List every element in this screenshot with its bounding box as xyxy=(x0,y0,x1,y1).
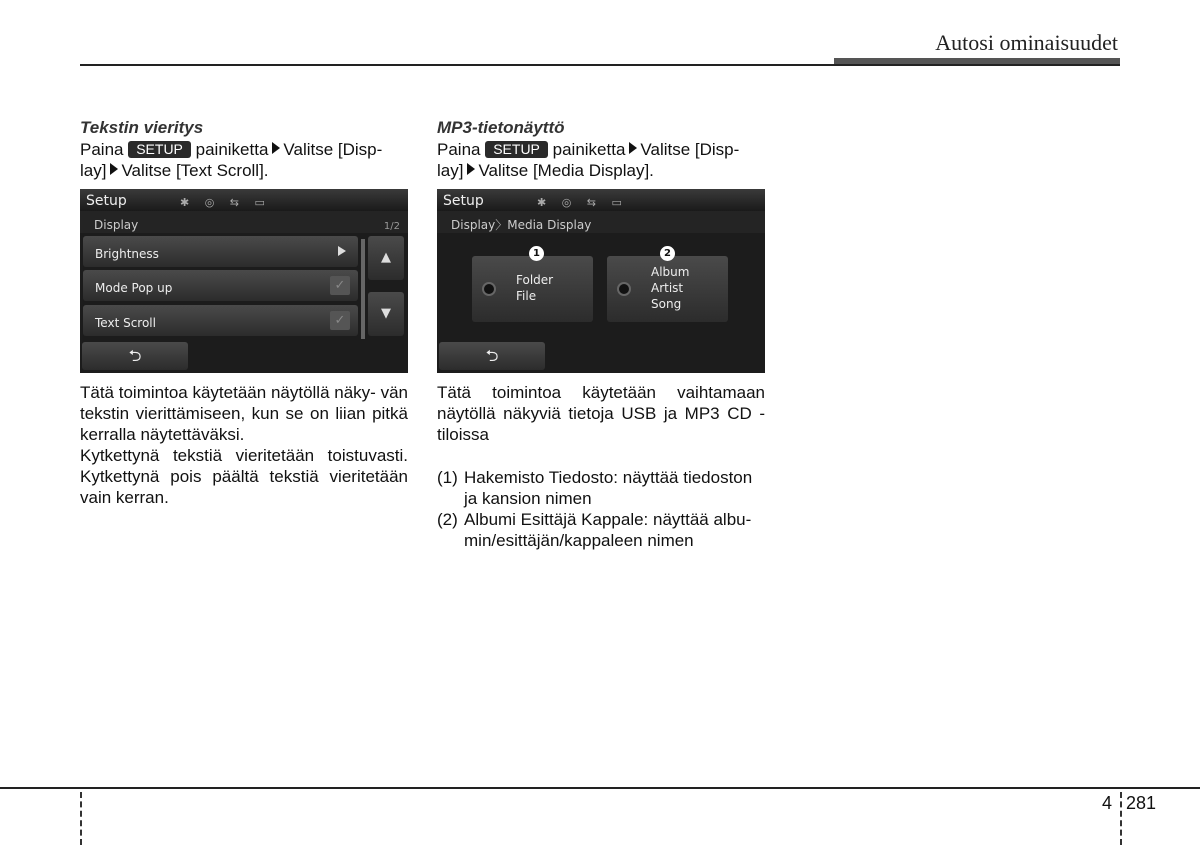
scrollbar[interactable] xyxy=(361,239,365,339)
header-rule xyxy=(80,64,1120,66)
setup-screen-media-display xyxy=(437,189,765,373)
option-label xyxy=(651,264,689,312)
option-line: File xyxy=(516,289,537,303)
option-album-artist-song[interactable] xyxy=(607,256,728,322)
setup-button: SETUP xyxy=(128,141,191,158)
instr-text: Valitse [Disp- xyxy=(640,140,740,159)
instr-text: lay] xyxy=(80,161,107,180)
row-label: Mode Pop up xyxy=(95,281,173,295)
radio-icon[interactable] xyxy=(482,282,496,296)
option-line: Artist xyxy=(651,281,684,295)
menu-row-text-scroll[interactable] xyxy=(83,305,358,336)
menu-row-brightness[interactable] xyxy=(83,236,358,267)
option-line: Folder xyxy=(516,273,554,287)
callout-badge-1: 1 xyxy=(529,246,544,261)
section-title: Tekstin vieritys xyxy=(80,118,204,137)
option-line: Song xyxy=(651,297,682,311)
section-mp3-display xyxy=(437,117,765,551)
instr-text: painiketta xyxy=(195,140,269,159)
menu-row-mode-popup[interactable] xyxy=(83,270,358,301)
option-list xyxy=(437,467,765,551)
row-label: Text Scroll xyxy=(95,316,156,330)
paragraph: Tätä toimintoa käytetään vaihtamaan näytöllä näkyviä tietoja USB ja MP3 CD - tiloissa xyxy=(437,383,765,444)
list-item xyxy=(437,467,765,509)
page-number: 281 xyxy=(1126,793,1157,813)
instr-text: Paina xyxy=(80,140,124,159)
back-button[interactable]: ⮌ xyxy=(82,342,188,370)
back-button[interactable]: ⮌ xyxy=(439,342,545,370)
screen-subtitle-bar xyxy=(437,211,765,233)
list-number: (1) xyxy=(437,468,458,487)
list-item xyxy=(437,509,765,551)
status-icons: ✱ ◎ ⇆ ▭ xyxy=(537,196,628,209)
arrow-right-icon xyxy=(272,142,280,154)
chapter-number: 4 xyxy=(1102,793,1113,813)
paragraph: Tätä toimintoa käytetään näytöllä näky- vän tekstin vierittämiseen, kun se on liian pitkä kerralla näytettäväksi. xyxy=(80,383,408,444)
row-label: Brightness xyxy=(95,247,159,261)
paragraph: Kytkettynä tekstiä vieritetään toistuvasti. Kytkettynä pois päältä tekstiä vieritetään vain kerran. xyxy=(80,446,408,507)
list-text: Albumi Esittäjä Kappale: näyttää albu- min/esittäjän/kappaleen nimen xyxy=(464,510,752,550)
header-title: Autosi ominaisuudet xyxy=(935,30,1118,55)
status-icons: ✱ ◎ ⇆ ▭ xyxy=(180,196,271,209)
footer-dash-left xyxy=(80,792,82,845)
callout-badge-2: 2 xyxy=(660,246,675,261)
screen-title: Setup xyxy=(443,193,484,209)
description xyxy=(437,382,765,445)
screen-topbar xyxy=(437,189,765,211)
checkbox-icon[interactable]: ✓ xyxy=(330,276,350,295)
arrow-right-icon xyxy=(110,163,118,175)
list-text: Hakemisto Tiedosto: näyttää tiedoston ja kansion nimen xyxy=(464,468,753,508)
option-label xyxy=(516,272,553,304)
footer-dash-right xyxy=(1120,792,1122,845)
option-line: Album xyxy=(651,265,690,279)
instr-text: Valitse [Text Scroll]. xyxy=(121,161,269,180)
arrow-right-icon xyxy=(629,142,637,154)
arrow-right-icon xyxy=(467,163,475,175)
screen-title: Setup xyxy=(86,193,127,209)
setup-button: SETUP xyxy=(485,141,548,158)
screen-subtitle-bar xyxy=(80,211,408,233)
instruction xyxy=(80,139,408,181)
instr-text: Valitse [Media Display]. xyxy=(478,161,654,180)
footer-rule xyxy=(0,787,1200,789)
screen-subtitle: Display〉Media Display xyxy=(451,218,592,232)
instr-text: Paina xyxy=(437,140,481,159)
screen-subtitle: Display xyxy=(94,218,139,232)
instr-text: lay] xyxy=(437,161,464,180)
page-indicator: 1/2 xyxy=(383,221,400,232)
checkbox-icon[interactable]: ✓ xyxy=(330,311,350,330)
section-title: MP3-tietonäyttö xyxy=(437,118,565,137)
option-folder-file[interactable] xyxy=(472,256,593,322)
instr-text: painiketta xyxy=(552,140,626,159)
scroll-up-button[interactable]: ▲ xyxy=(368,236,404,280)
screen-topbar xyxy=(80,189,408,211)
description xyxy=(80,382,408,508)
section-text-scroll xyxy=(80,117,408,508)
instr-text: Valitse [Disp- xyxy=(283,140,383,159)
list-number: (2) xyxy=(437,510,458,529)
setup-screen-display xyxy=(80,189,408,373)
radio-icon[interactable] xyxy=(617,282,631,296)
scroll-down-button[interactable]: ▼ xyxy=(368,292,404,336)
instruction xyxy=(437,139,765,181)
play-arrow-icon xyxy=(338,246,346,256)
